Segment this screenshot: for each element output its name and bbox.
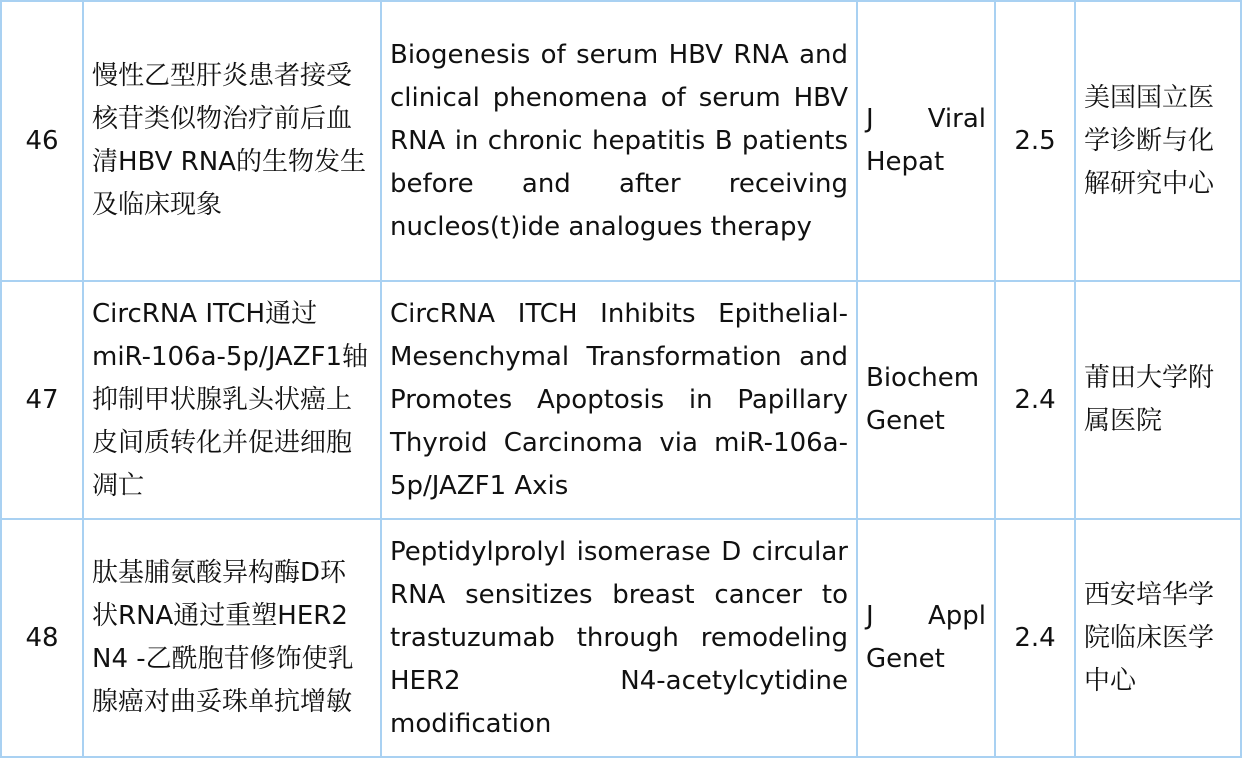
table-row <box>1 281 1241 519</box>
impact-factor: 2.4 <box>995 281 1075 519</box>
chinese-title: CircRNA ITCH通过miR-106a-5p/JAZF1轴抑制甲状腺乳头状癌上皮间质转化并促进细胞凋亡 <box>83 281 381 519</box>
impact-factor: 2.4 <box>995 519 1075 757</box>
chinese-title: 慢性乙型肝炎患者接受核苷类似物治疗前后血清HBV RNA的生物发生及临床现象 <box>83 1 381 281</box>
institution: 莆田大学附属医院 <box>1075 281 1241 519</box>
english-title: Biogenesis of serum HBV RNA and clinical phenomena of serum HBV RNA in chronic hepatitis B patients before and after receiving nucleos(t)ide analogues therapy <box>381 1 857 281</box>
english-title: Peptidylprolyl isomerase D circular RNA sensitizes breast cancer to trastuzumab through remodeling HER2 N4-acetylcytidine modification <box>381 519 857 757</box>
row-number: 48 <box>1 519 83 757</box>
impact-factor: 2.5 <box>995 1 1075 281</box>
table-row <box>1 1 1241 281</box>
english-title: CircRNA ITCH Inhibits Epithelial-Mesenchymal Transformation and Promotes Apoptosis in Papillary Thyroid Carcinoma via miR-106a-5p/JAZF1 Axis <box>381 281 857 519</box>
journal-name: Biochem Genet <box>857 281 995 519</box>
row-number: 47 <box>1 281 83 519</box>
journal-name: J Viral Hepat <box>857 1 995 281</box>
table-row <box>1 519 1241 757</box>
row-number: 46 <box>1 1 83 281</box>
chinese-title: 肽基脯氨酸异构酶D环状RNA通过重塑HER2 N4 -乙酰胞苷修饰使乳腺癌对曲妥珠单抗增敏 <box>83 519 381 757</box>
institution: 西安培华学院临床医学中心 <box>1075 519 1241 757</box>
institution: 美国国立医学诊断与化解研究中心 <box>1075 1 1241 281</box>
journal-name: J Appl Genet <box>857 519 995 757</box>
